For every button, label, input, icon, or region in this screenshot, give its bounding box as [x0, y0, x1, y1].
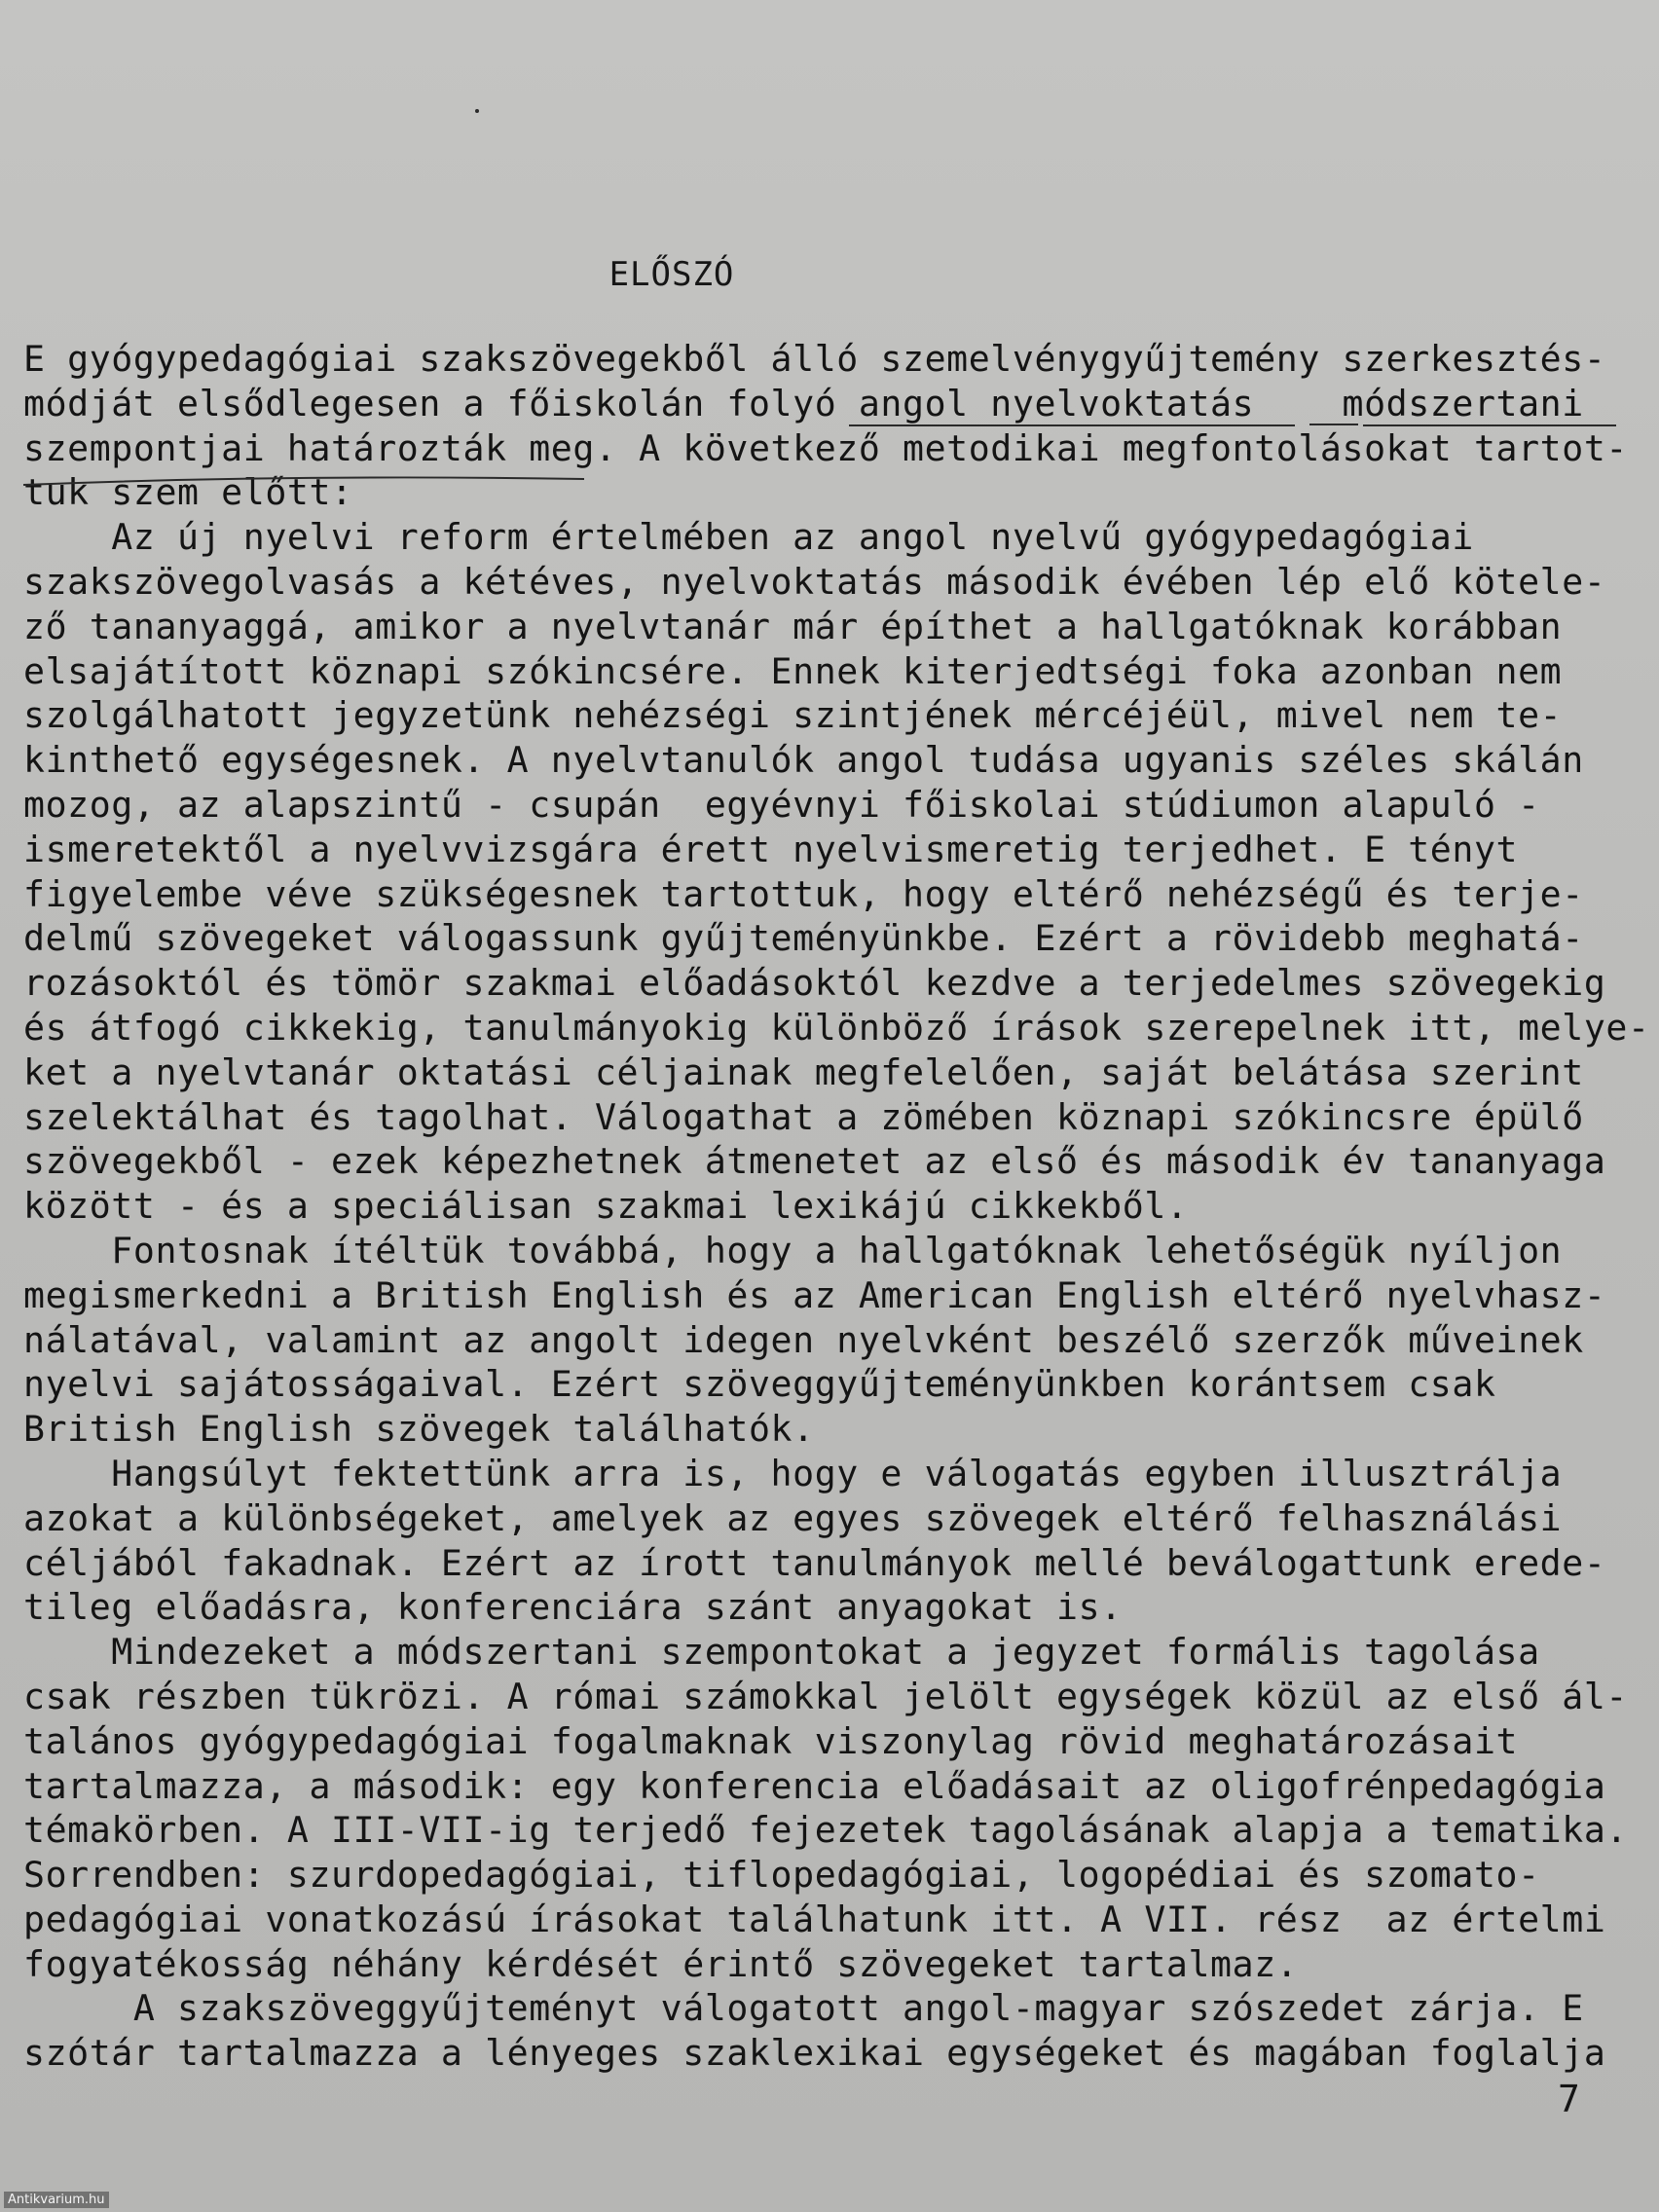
text-line: A szakszöveggyűjteményt válogatott angol-magyar szószedet zárja. E — [23, 1987, 1584, 2030]
text-line: elsajátított köznapi szókincsére. Ennek kiterjedtségi foka azonban nem — [23, 649, 1563, 692]
text-line: módját elsődlegesen a főiskolán folyó angol nyelvoktatás módszertani — [23, 382, 1584, 424]
text-line: mozog, az alapszintű - csupán egyévnyi főiskolai stúdiumon alapuló - — [23, 783, 1540, 826]
watermark: Antikvarium.hu — [4, 2192, 109, 2208]
text-line: figyelembe véve szükségesnek tartottuk, hogy eltérő nehézségű és terje- — [23, 872, 1584, 915]
text-line: Az új nyelvi reform értelmében az angol nyelvű gyógypedagógiai — [23, 516, 1474, 559]
text-line: British English szövegek találhatók. — [23, 1408, 815, 1451]
text-line: fogyatékosság néhány kérdését érintő szövegeket tartalmaz. — [23, 1942, 1299, 1985]
text-line: ző tananyaggá, amikor a nyelvtanár már építhet a hallgatóknak korábban — [23, 605, 1563, 647]
text-line: és átfogó cikkekig, tanulmányokig különböző írások szerepelnek itt, melye- — [23, 1006, 1650, 1049]
text-line: talános gyógypedagógiai fogalmaknak viszonylag rövid meghatározásait — [23, 1719, 1519, 1762]
text-line: ismeretektől a nyelvvizsgára érett nyelvismeretig terjedhet. E tényt — [23, 828, 1519, 870]
text-line: szakszövegolvasás a kétéves, nyelvoktatás második évében lép elő kötele- — [23, 560, 1606, 603]
text-line: Sorrendben: szurdopedagógiai, tiflopedagógiai, logopédiai és szomato- — [23, 1854, 1540, 1897]
text-line: pedagógiai vonatkozású írásokat találhatunk itt. A VII. rész az értelmi — [23, 1898, 1606, 1940]
text-line: szempontjai határozták meg. A következő metodikai megfontolásokat tartot- — [23, 426, 1628, 469]
text-line: tartalmazza, a második: egy konferencia előadásait az oligofrénpedagógia — [23, 1764, 1606, 1807]
text-line: azokat a különbségeket, amelyek az egyes szövegek eltérő felhasználási — [23, 1496, 1563, 1539]
text-line: céljából fakadnak. Ezért az írott tanulmányok mellé beválogattunk erede- — [23, 1541, 1606, 1584]
text-line: csak részben tükrözi. A római számokkal jelölt egységek közül az első ál- — [23, 1675, 1628, 1717]
text-line: tileg előadásra, konferenciára szánt anyagokat is. — [23, 1586, 1123, 1629]
text-line: között - és a speciálisan szakmai lexikájú cikkekből. — [23, 1185, 1189, 1228]
text-line: nyelvi sajátosságaival. Ezért szöveggyűjteményünkben korántsem csak — [23, 1363, 1496, 1406]
text-line: szótár tartalmazza a lényeges szaklexikai egységeket és magában foglalja — [23, 2032, 1606, 2075]
text-line: szövegekből - ezek képezhetnek átmenetet az első és második év tananyaga — [23, 1140, 1606, 1183]
text-line: tuk szem előtt: — [23, 471, 353, 514]
page-number: 7 — [1558, 2078, 1580, 2120]
text-line: Mindezeket a módszertani szempontokat a jegyzet formális tagolása — [23, 1631, 1540, 1674]
text-line: megismerkedni a British English és az American English eltérő nyelvhasz- — [23, 1273, 1606, 1316]
text-line: kinthető egységesnek. A nyelvtanulók angol tudása ugyanis széles skálán — [23, 739, 1584, 782]
page-title: ELŐSZÓ — [608, 255, 735, 294]
text-line: témakörben. A III-VII-ig terjedő fejezetek tagolásának alapja a tematika. — [23, 1809, 1628, 1852]
text-line: szelektálhat és tagolhat. Válogathat a zömében köznapi szókincsre épülő — [23, 1095, 1584, 1138]
text-line: Hangsúlyt fektettünk arra is, hogy e válogatás egyben illusztrálja — [23, 1452, 1563, 1494]
text-line: delmű szövegeket válogassunk gyűjteményünkbe. Ezért a rövidebb meghatá- — [23, 917, 1584, 960]
text-line: ket a nyelvtanár oktatási céljainak megfelelően, saját belátása szerint — [23, 1051, 1584, 1093]
text-line: E gyógypedagógiai szakszövegekből álló szemelvénygyűjtemény szerkesztés- — [23, 338, 1606, 380]
text-line: nálatával, valamint az angolt idegen nyelvként beszélő szerzők műveinek — [23, 1318, 1584, 1361]
text-line: Fontosnak ítéltük továbbá, hogy a hallgatóknak lehetőségük nyíljon — [23, 1229, 1563, 1272]
text-line: rozásoktól és tömör szakmai előadásoktól kezdve a terjedelmes szövegekig — [23, 962, 1606, 1005]
text-line: szolgálhatott jegyzetünk nehézségi szintjének mércéjéül, mivel nem te- — [23, 694, 1563, 737]
